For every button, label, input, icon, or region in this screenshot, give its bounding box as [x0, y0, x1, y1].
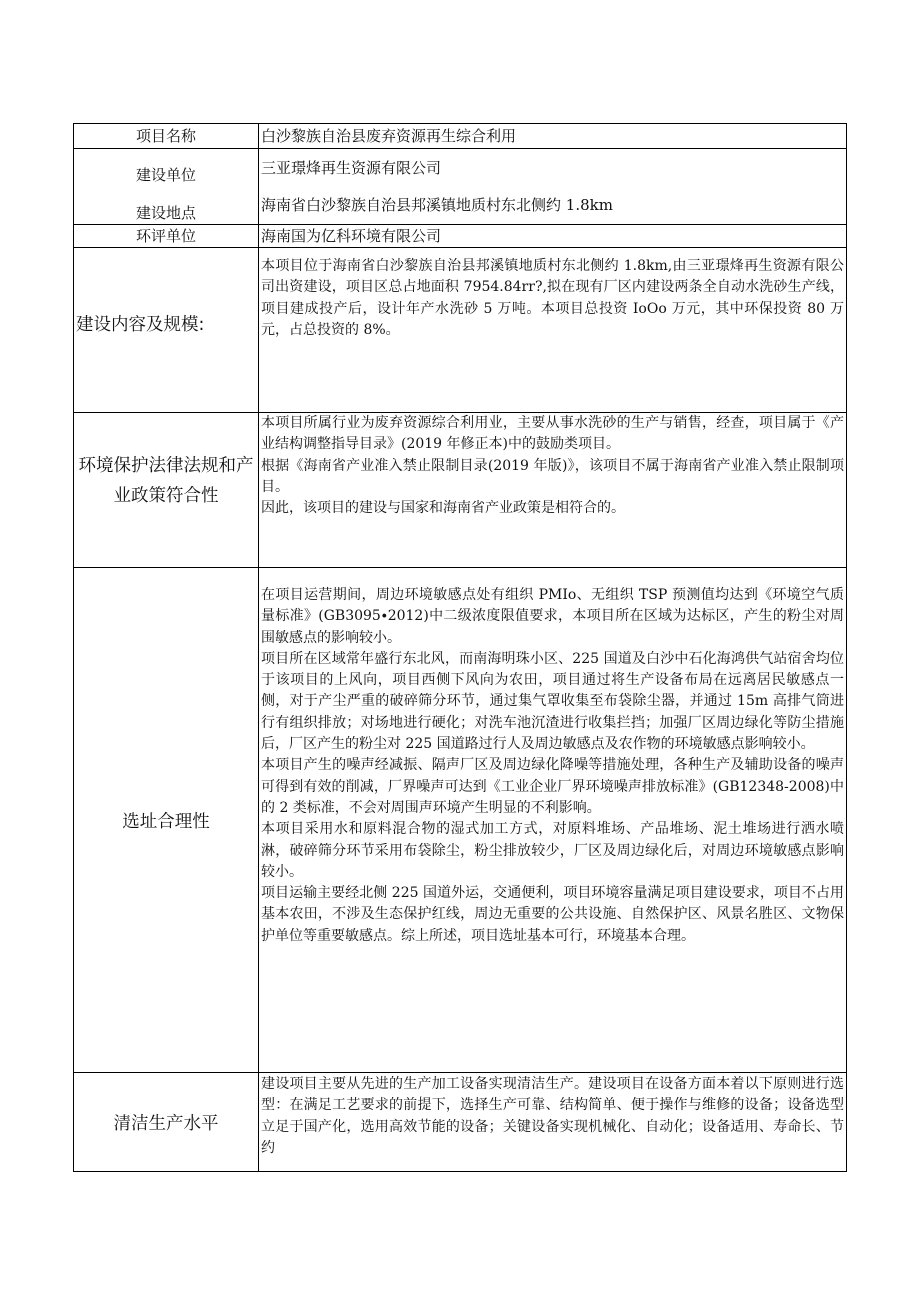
- row-site: [74, 568, 847, 1073]
- site-paragraph: 在项目运营期间，周边环境敏感点处有组织 PMIo、无组织 TSP 预测值均达到《环境空气质量标准》(GB3095∙2012)中二级浓度限值要求，本项目所在区域为达标区，产生的粉尘对周围敏感点的影响较小。: [261, 587, 844, 646]
- location-label: 建设地点: [135, 204, 196, 222]
- policy-label-line1: 环境保护法律法规和产: [78, 456, 254, 476]
- row-policy: [74, 413, 847, 568]
- clean-text: 建设项目主要从先进的生产加工设备实现清洁生产。建设项目在设备方面本着以下原则进行选型：在满足工艺要求的前提下，选择生产可靠、结构简单、便于操作与维修的设备；设备选型立足于国产化，选用高效节能的设备；关键设备实现机械化、自动化；设备适用、寿命长、节约: [261, 1076, 844, 1156]
- site-paragraph: 本项目产生的噪声经减振、隔声厂区及周边绿化降噪等措施处理，各种生产及辅助设备的噪声可得到有效的削减，厂界噪声可达到《工业企业厂界环境噪声排放标准》(GB12348-2008)中的 2 类标准，不会对周围声环境产生明显的不利影响。: [261, 757, 844, 816]
- builder-label: 建设单位: [135, 166, 196, 184]
- policy-paragraph: 根据《海南省产业准入禁止限制目录(2019 年版)》，该项目不属于海南省产业准入禁止限制项目。: [261, 457, 844, 495]
- clean-label: 清洁生产水平: [113, 1113, 219, 1134]
- row-eia-unit: [74, 225, 847, 248]
- policy-paragraph: 本项目所属行业为废弃资源综合利用业，主要从事水洗砂的生产与销售，经查，项目属于《产业结构调整指导目录》(2019 年修正本)中的鼓励类项目。: [261, 415, 844, 453]
- eia-unit-label: 环评单位: [135, 227, 196, 245]
- project-name-value: 白沙黎族自治县废弃资源再生综合利用: [261, 127, 517, 145]
- site-label: 选址合理性: [122, 811, 210, 832]
- row-builder-location: [74, 149, 847, 225]
- content-scale-text: 本项目位于海南省白沙黎族自治县邦溪镇地质村东北侧约 1.8km,由三亚璟烽再生资源有限公司出资建设，项目区总占地面积 7954.84rr?,拟在现有厂区内建设两条全自动水洗砂生产线，项目建成投产后，设计年产水洗砂 5 万吨。本项目总投资 IoOo 万元，其中环保投资 80 万元，占总投资的 8%。: [261, 258, 844, 338]
- project-name-label: 项目名称: [135, 127, 196, 145]
- policy-paragraph: 因此，该项目的建设与国家和海南省产业政策是相符合的。: [261, 500, 625, 517]
- content-scale-label: 建设内容及规模:: [76, 314, 205, 335]
- eia-unit-value: 海南国为亿科环境有限公司: [261, 227, 442, 245]
- site-paragraph: 项目所在区域常年盛行东北风，而南海明珠小区、225 国道及白沙中石化海鸿供气站宿舍均位于该项目的上风向，项目西侧下风向为农田，项目通过将生产设备布局在远离居民敏感点一侧，对于产尘严重的破碎筛分环节，通过集气罩收集至布袋除尘器，并通过 15m 高排气筒进行有组织排放；对场地进行硬化；对洗车池沉渣进行收集拦挡；加强厂区周边绿化等防尘措施后，厂区产生的粉尘对 225 国道路过行人及周边敏感点及农作物的环境敏感点影响较小。: [261, 650, 844, 753]
- row-clean: [74, 1073, 847, 1172]
- site-paragraph: 项目运输主要经北侧 225 国道外运，交通便利，项目环境容量满足项目建设要求，项目不占用基本农田，不涉及生态保护红线，周边无重要的公共设施、自然保护区、风景名胜区、文物保护单位等重要敏感点。综上所述，项目选址基本可行，环境基本合理。: [261, 885, 844, 944]
- site-paragraph: 本项目采用水和原料混合物的湿式加工方式，对原料堆场、产品堆场、泥土堆场进行洒水喷淋，破碎筛分环节采用布袋除尘，粉尘排放较少，厂区及周边绿化后，对周边环境敏感点影响较小。: [261, 821, 844, 880]
- row-project-name: [74, 124, 847, 149]
- row-content-scale: [74, 248, 847, 413]
- builder-value: 三亚璟烽再生资源有限公司: [261, 159, 442, 177]
- location-value: 海南省白沙黎族自治县邦溪镇地质村东北侧约 1.8km: [261, 196, 613, 214]
- project-info-table: [73, 123, 847, 1172]
- policy-label-line2: 业政策符合性: [113, 486, 219, 506]
